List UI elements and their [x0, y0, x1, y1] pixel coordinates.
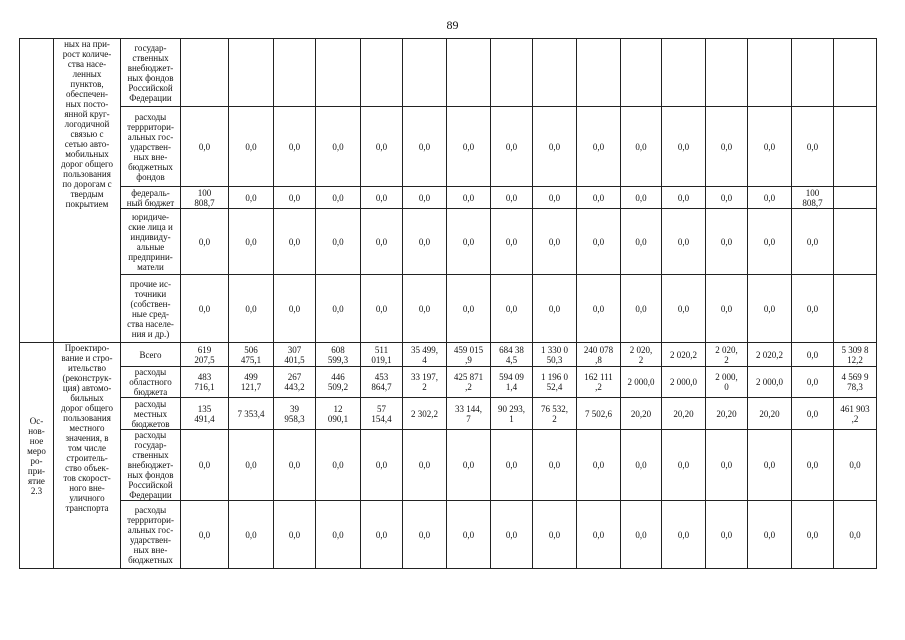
value-cell: 20,20 [706, 398, 748, 430]
value-cell: 0,0 [577, 107, 621, 187]
value-cell: 446 509,2 [316, 367, 361, 398]
value-cell: 1 330 0 50,3 [533, 343, 577, 367]
value-cell: 0,0 [229, 107, 274, 187]
value-cell: 5 309 8 12,2 [834, 343, 877, 367]
value-cell: 0,0 [792, 275, 834, 343]
value-cell: 2 302,2 [403, 398, 447, 430]
value-cell [834, 209, 877, 275]
value-cell: 0,0 [834, 430, 877, 501]
value-cell: 0,0 [361, 187, 403, 209]
value-cell: 240 078 ,8 [577, 343, 621, 367]
value-cell: 0,0 [361, 275, 403, 343]
table-row [20, 501, 877, 569]
value-cell: 20,20 [748, 398, 792, 430]
value-cell: 2 020, 2 [621, 343, 662, 367]
table-row [20, 209, 877, 275]
value-cell: 307 401,5 [274, 343, 316, 367]
value-cell [403, 39, 447, 107]
value-cell: 0,0 [229, 209, 274, 275]
value-cell: 2 000,0 [662, 367, 706, 398]
value-cell: 0,0 [181, 501, 229, 569]
table-row [20, 187, 877, 209]
value-cell [834, 275, 877, 343]
table-row [20, 39, 877, 107]
value-cell: 0,0 [621, 501, 662, 569]
value-cell: 0,0 [229, 187, 274, 209]
value-cell [706, 39, 748, 107]
value-cell: 0,0 [274, 501, 316, 569]
table-row [20, 367, 877, 398]
value-cell: 0,0 [403, 209, 447, 275]
value-cell: 20,20 [621, 398, 662, 430]
value-cell: 2 020, 2 [706, 343, 748, 367]
value-cell: 0,0 [662, 187, 706, 209]
value-cell: 0,0 [229, 430, 274, 501]
funding-source-cell: прочие ис- точники (собствен- ные сред- ства населе- ния и др.) [121, 275, 181, 343]
value-cell [361, 39, 403, 107]
value-cell [834, 187, 877, 209]
value-cell: 0,0 [792, 430, 834, 501]
value-cell: 461 903 ,2 [834, 398, 877, 430]
value-cell: 76 532, 2 [533, 398, 577, 430]
value-cell: 0,0 [361, 430, 403, 501]
value-cell: 90 293, 1 [491, 398, 533, 430]
value-cell: 0,0 [662, 107, 706, 187]
value-cell: 2 000,0 [621, 367, 662, 398]
value-cell: 0,0 [274, 209, 316, 275]
value-cell: 0,0 [577, 275, 621, 343]
value-cell: 0,0 [316, 430, 361, 501]
funding-source-cell: расходы террритори- альных гос- ударствен- ных вне- бюджетных фондов [121, 107, 181, 187]
value-cell: 0,0 [316, 107, 361, 187]
value-cell: 0,0 [533, 275, 577, 343]
value-cell: 0,0 [403, 430, 447, 501]
value-cell: 0,0 [577, 430, 621, 501]
value-cell: 0,0 [361, 209, 403, 275]
value-cell: 0,0 [748, 209, 792, 275]
value-cell [834, 107, 877, 187]
value-cell: 135 491,4 [181, 398, 229, 430]
value-cell: 0,0 [403, 187, 447, 209]
funding-source-cell: федераль- ный бюджет [121, 187, 181, 209]
measure-label-cell: Ос- нов- ное меро ро- при- ятие 2.3 [20, 343, 54, 569]
value-cell: 0,0 [316, 275, 361, 343]
value-cell: 0,0 [274, 187, 316, 209]
value-cell: 594 09 1,4 [491, 367, 533, 398]
value-cell [181, 39, 229, 107]
value-cell: 2 020,2 [748, 343, 792, 367]
value-cell: 33 144, 7 [447, 398, 491, 430]
value-cell: 0,0 [447, 275, 491, 343]
value-cell: 483 716,1 [181, 367, 229, 398]
value-cell: 100 808,7 [792, 187, 834, 209]
value-cell: 0,0 [792, 501, 834, 569]
table-row [20, 343, 877, 367]
value-cell: 7 502,6 [577, 398, 621, 430]
value-cell: 0,0 [533, 501, 577, 569]
value-cell: 0,0 [533, 107, 577, 187]
value-cell: 0,0 [792, 107, 834, 187]
value-cell: 0,0 [181, 430, 229, 501]
budget-table [19, 38, 877, 569]
value-cell: 0,0 [577, 501, 621, 569]
value-cell: 0,0 [447, 209, 491, 275]
value-cell: 0,0 [792, 343, 834, 367]
value-cell [447, 39, 491, 107]
value-cell: 2 020,2 [662, 343, 706, 367]
value-cell: 0,0 [491, 209, 533, 275]
funding-source-cell: расходы террритори- альных гос- ударствен- ных вне- бюджетных [121, 501, 181, 569]
value-cell: 0,0 [706, 430, 748, 501]
value-cell: 619 207,5 [181, 343, 229, 367]
value-cell: 0,0 [533, 187, 577, 209]
value-cell: 0,0 [491, 107, 533, 187]
value-cell: 0,0 [706, 275, 748, 343]
value-cell: 0,0 [662, 430, 706, 501]
value-cell: 0,0 [447, 501, 491, 569]
value-cell [491, 39, 533, 107]
value-cell [533, 39, 577, 107]
value-cell: 0,0 [447, 430, 491, 501]
value-cell: 0,0 [662, 501, 706, 569]
table-row [20, 430, 877, 501]
value-cell: 0,0 [792, 367, 834, 398]
value-cell [662, 39, 706, 107]
measure-description-cell: ных на при- рост количе- ства насе- ленных пунктов, обеспечен- ных посто- янной круг- логодичной связью с сетью авто- мобильных дорог общего пользования по дорогам с твердым покрытием [54, 39, 121, 343]
value-cell: 0,0 [403, 501, 447, 569]
value-cell: 1 196 0 52,4 [533, 367, 577, 398]
funding-source-cell: расходы государ- ственных внебюджет- ных фондов Российской Федерации [121, 430, 181, 501]
value-cell: 506 475,1 [229, 343, 274, 367]
value-cell: 0,0 [706, 187, 748, 209]
table-row [20, 275, 877, 343]
value-cell: 0,0 [834, 501, 877, 569]
value-cell: 0,0 [533, 209, 577, 275]
value-cell [316, 39, 361, 107]
value-cell [834, 39, 877, 107]
value-cell: 4 569 9 78,3 [834, 367, 877, 398]
value-cell: 0,0 [748, 187, 792, 209]
value-cell: 0,0 [181, 107, 229, 187]
value-cell: 0,0 [447, 107, 491, 187]
value-cell: 0,0 [748, 107, 792, 187]
value-cell: 0,0 [491, 275, 533, 343]
value-cell: 499 121,7 [229, 367, 274, 398]
value-cell: 12 090,1 [316, 398, 361, 430]
value-cell: 0,0 [792, 398, 834, 430]
value-cell: 0,0 [621, 107, 662, 187]
value-cell: 0,0 [491, 430, 533, 501]
value-cell: 162 111 ,2 [577, 367, 621, 398]
value-cell [229, 39, 274, 107]
value-cell: 57 154,4 [361, 398, 403, 430]
value-cell: 0,0 [748, 430, 792, 501]
measure-label-cell [20, 39, 54, 343]
value-cell: 0,0 [662, 209, 706, 275]
value-cell: 0,0 [229, 501, 274, 569]
value-cell: 20,20 [662, 398, 706, 430]
value-cell: 0,0 [621, 275, 662, 343]
value-cell: 267 443,2 [274, 367, 316, 398]
value-cell: 608 599,3 [316, 343, 361, 367]
value-cell: 0,0 [706, 209, 748, 275]
value-cell: 0,0 [181, 275, 229, 343]
value-cell: 0,0 [491, 501, 533, 569]
page-number: 89 [446, 18, 459, 32]
value-cell: 425 871 ,2 [447, 367, 491, 398]
value-cell: 0,0 [316, 209, 361, 275]
value-cell [792, 39, 834, 107]
value-cell: 0,0 [662, 275, 706, 343]
value-cell: 0,0 [792, 209, 834, 275]
funding-source-cell: юридиче- ские лица и индивиду- альные предприни- матели [121, 209, 181, 275]
value-cell: 0,0 [316, 187, 361, 209]
value-cell: 100 808,7 [181, 187, 229, 209]
value-cell: 511 019,1 [361, 343, 403, 367]
table-row [20, 107, 877, 187]
value-cell: 33 197, 2 [403, 367, 447, 398]
value-cell: 2 000, 0 [706, 367, 748, 398]
funding-source-cell: расходы местных бюджетов [121, 398, 181, 430]
value-cell: 7 353,4 [229, 398, 274, 430]
value-cell: 0,0 [274, 430, 316, 501]
value-cell: 39 958,3 [274, 398, 316, 430]
value-cell: 0,0 [621, 187, 662, 209]
value-cell: 0,0 [403, 275, 447, 343]
value-cell: 0,0 [361, 107, 403, 187]
value-cell: 0,0 [274, 107, 316, 187]
value-cell: 0,0 [447, 187, 491, 209]
value-cell: 684 38 4,5 [491, 343, 533, 367]
value-cell: 0,0 [621, 430, 662, 501]
value-cell: 35 499, 4 [403, 343, 447, 367]
value-cell: 0,0 [491, 187, 533, 209]
value-cell: 0,0 [533, 430, 577, 501]
value-cell [577, 39, 621, 107]
value-cell: 0,0 [577, 209, 621, 275]
funding-source-cell: Всего [121, 343, 181, 367]
measure-description-cell: Проектиро- вание и стро- ительство (реконструк- ция) автомо- бильных дорог общего пользования местного значения, в том числе строитель- ство объек- тов скорост- ного вне- уличного транспорта [54, 343, 121, 569]
value-cell: 0,0 [706, 107, 748, 187]
value-cell: 0,0 [361, 501, 403, 569]
value-cell: 0,0 [706, 501, 748, 569]
value-cell: 0,0 [229, 275, 274, 343]
value-cell: 0,0 [316, 501, 361, 569]
value-cell: 0,0 [748, 501, 792, 569]
value-cell: 0,0 [748, 275, 792, 343]
value-cell [621, 39, 662, 107]
value-cell [274, 39, 316, 107]
funding-source-cell: государ- ственных внебюджет- ных фондов Российской Федерации [121, 39, 181, 107]
value-cell: 0,0 [403, 107, 447, 187]
value-cell: 453 864,7 [361, 367, 403, 398]
value-cell: 0,0 [621, 209, 662, 275]
value-cell: 0,0 [577, 187, 621, 209]
table-row [20, 398, 877, 430]
value-cell: 2 000,0 [748, 367, 792, 398]
value-cell: 459 015 ,9 [447, 343, 491, 367]
value-cell [748, 39, 792, 107]
value-cell: 0,0 [274, 275, 316, 343]
funding-source-cell: расходы областного бюджета [121, 367, 181, 398]
value-cell: 0,0 [181, 209, 229, 275]
